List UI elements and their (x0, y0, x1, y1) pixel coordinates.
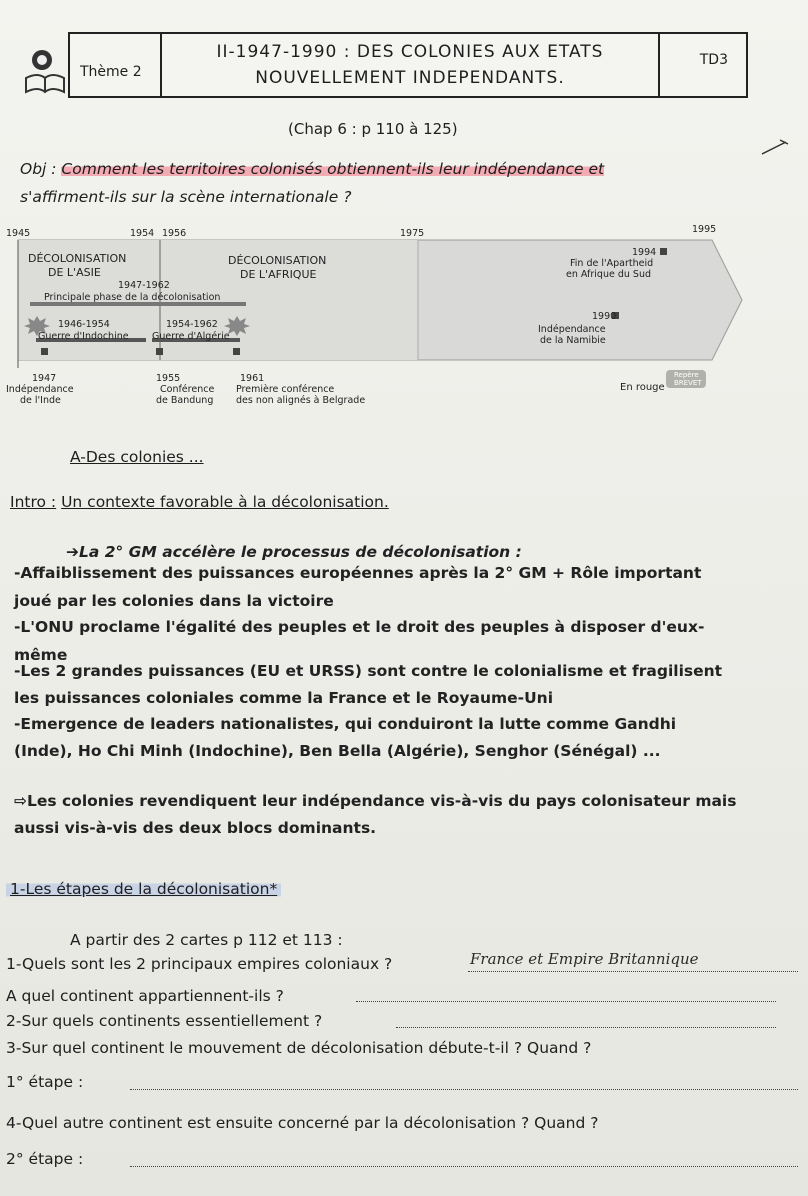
bandung-1: Conférence (160, 384, 215, 395)
bullet-line-4: même (14, 646, 68, 664)
cards-intro: A partir des 2 cartes p 112 et 113 : (70, 931, 343, 949)
inde-1: Indépendance (6, 384, 74, 395)
objective (20, 155, 660, 211)
namibie-1: Indépendance (538, 324, 606, 335)
bullet-line-2: joué par les colonies dans la victoire (14, 592, 334, 610)
answer-line-2[interactable] (396, 1027, 776, 1028)
chapter-reference: (Chap 6 : p 110 à 125) (288, 120, 458, 138)
decol-asie: DÉCOLONISATION (28, 252, 127, 265)
header-box (68, 32, 748, 98)
year-1990: 1990 (592, 311, 617, 322)
year-1954: 1954 (130, 228, 155, 239)
decol-afrique: DÉCOLONISATION (228, 254, 327, 267)
algerie-years: 1954-1962 (166, 319, 218, 330)
objective-line2: s'affirment-ils sur la scène internationale ? (20, 188, 352, 206)
principale-phase: Principale phase de la décolonisation (44, 292, 221, 303)
year-1955: 1955 (156, 373, 181, 384)
td-label: TD3 (699, 52, 728, 68)
section-a-title (70, 448, 204, 466)
algerie-label: Guerre d'Algérie (152, 331, 230, 342)
repere-2: BREVET (674, 379, 702, 387)
legend-rouge: En rouge (620, 382, 665, 393)
year-1956: 1956 (162, 228, 187, 239)
inde-2: de l'Inde (20, 395, 61, 406)
question-3: 3-Sur quel continent le mouvement de décolonisation débute-t-il ? Quand ? (6, 1039, 592, 1057)
gm-title-text: La 2° GM accélère le processus de décolonisation : (79, 543, 522, 561)
year-1975: 1975 (400, 228, 425, 239)
question-4: 4-Quel autre continent est ensuite concerné par la décolonisation ? Quand ? (6, 1114, 599, 1132)
decol-afrique-2: DE L'AFRIQUE (240, 268, 317, 281)
objective-prefix: Obj : (20, 160, 62, 178)
theme-label: Thème 2 (80, 64, 142, 80)
step-2-label: 2° étape : (6, 1150, 84, 1168)
year-1947: 1947 (32, 373, 57, 384)
bullet-line-8: (Inde), Ho Chi Minh (Indochine), Ben Bella (Algérie), Senghor (Sénégal) ... (14, 742, 661, 760)
book-logo-icon (20, 46, 70, 96)
indochine-years: 1946-1954 (58, 319, 110, 330)
namibie-2: de la Namibie (540, 335, 606, 346)
title-line-1: II-1947-1990 : DES COLONIES AUX ETATS (216, 42, 604, 62)
year-1994: 1994 (632, 247, 657, 258)
answer-line-1[interactable] (468, 971, 798, 972)
answer-line-3[interactable] (130, 1089, 798, 1090)
range-1947-1962: 1947-1962 (118, 280, 170, 291)
section-a-text: A-Des colonies ... (70, 448, 204, 466)
indochine-label: Guerre d'Indochine (38, 331, 129, 342)
gm-title (66, 543, 522, 561)
belgrade-2: des non alignés à Belgrade (236, 395, 366, 406)
conclusion-line-2: aussi vis-à-vis des deux blocs dominants. (14, 819, 377, 837)
title-cell (162, 34, 658, 96)
answer-line-1b[interactable] (356, 1001, 776, 1002)
apartheid-2: en Afrique du Sud (566, 269, 652, 280)
pen-mark-icon (760, 138, 790, 158)
bullet-line-7: -Emergence de leaders nationalistes, qui conduiront la lutte comme Gandhi (14, 715, 677, 733)
bullet-line-1: -Affaiblissement des puissances européennes après la 2° GM + Rôle important (14, 564, 702, 582)
bullet-line-3: -L'ONU proclame l'égalité des peuples et le droit des peuples à disposer d'eux- (14, 618, 705, 636)
intro-text: Un contexte favorable à la décolonisation. (61, 493, 389, 511)
timeline (0, 218, 760, 418)
conclusion-line-1: ⇨Les colonies revendiquent leur indépendance vis-à-vis du pays colonisateur mais (14, 792, 737, 810)
intro-label: Intro : (10, 493, 57, 511)
year-1945: 1945 (6, 228, 31, 239)
decol-asie-2: DE L'ASIE (48, 266, 101, 279)
section-1-title (6, 880, 281, 898)
apartheid-1: Fin de l'Apartheid (570, 258, 654, 269)
objective-highlight: Comment les territoires colonisés obtiennent-ils leur indépendance et (61, 160, 605, 178)
theme-cell (70, 34, 162, 96)
arrow-icon: ➔ (66, 543, 79, 561)
bullet-line-5: -Les 2 grandes puissances (EU et URSS) sont contre le colonialisme et fragilisent (14, 662, 723, 680)
section-1-text: 1-Les étapes de la décolonisation* (10, 880, 278, 898)
repere-1: Repère (674, 371, 699, 379)
bandung-2: de Bandung (156, 395, 214, 406)
year-1995: 1995 (692, 224, 717, 235)
step-1-label: 1° étape : (6, 1073, 84, 1091)
belgrade-1: Première conférence (236, 384, 335, 395)
question-2: 2-Sur quels continents essentiellement ? (6, 1012, 323, 1030)
intro (10, 493, 389, 511)
bullet-line-6: les puissances coloniales comme la France et le Royaume-Uni (14, 689, 554, 707)
answer-line-4[interactable] (130, 1166, 798, 1167)
year-1961: 1961 (240, 373, 265, 384)
answer-1-handwritten: France et Empire Britannique (470, 950, 699, 968)
question-1: 1-Quels sont les 2 principaux empires coloniaux ? (6, 955, 393, 973)
question-1b: A quel continent appartiennent-ils ? (6, 987, 284, 1005)
td-cell (658, 34, 746, 96)
title-line-2: NOUVELLEMENT INDEPENDANTS. (255, 68, 565, 88)
